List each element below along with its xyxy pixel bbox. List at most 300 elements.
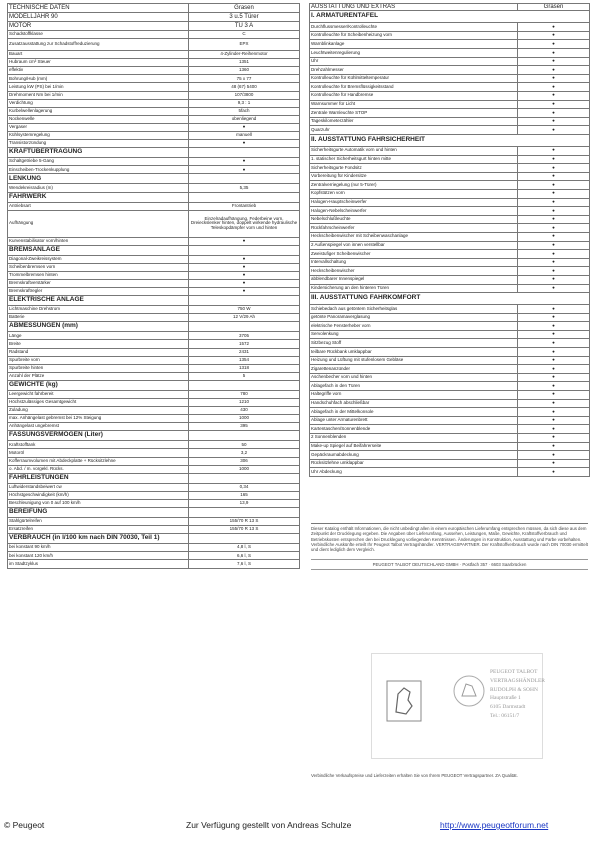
spec-label: Motoröl: [8, 449, 189, 457]
equipment-item-row: [310, 305, 590, 314]
spec-row: [8, 560, 300, 568]
spec-label: Leergewicht fahrbereit: [8, 390, 189, 398]
spec-label: bei konstant 90 km/h: [8, 544, 189, 552]
equipment-item-mark: ●: [518, 117, 590, 126]
spec-row: [8, 91, 300, 99]
spec-label: Luftwiderstandsbeiwert cw: [8, 483, 189, 491]
spec-label: GEWICHTE (kg): [8, 380, 189, 390]
spec-label: Schadstoffklasse: [8, 31, 189, 39]
spec-value: 12 V/29 Ah: [189, 314, 300, 322]
spec-row: [8, 407, 300, 415]
equipment-item-mark: ●: [518, 284, 590, 293]
spec-label: Wendekreisradius (m): [8, 184, 189, 192]
spec-label: BREMSANLAGE: [8, 245, 189, 255]
equipment-item-row: [310, 356, 590, 365]
equipment-item-mark: ●: [518, 147, 590, 156]
equipment-item-row: [310, 313, 590, 322]
equipment-item-mark: ●: [518, 339, 590, 348]
equipment-item-mark: ●: [518, 92, 590, 101]
equipment-item-label: Kontrolleuchte für Scheibenheizung vorn: [310, 31, 518, 40]
spec-row: [8, 202, 300, 210]
spec-row: [8, 306, 300, 314]
spec-label: Bauart: [8, 51, 189, 59]
equipment-item-row: [310, 126, 590, 135]
spec-label: Einscheiben-Trockenkupplung: [8, 166, 189, 174]
equipment-item-label: Rücksitzlehne umklappbar: [310, 459, 518, 468]
equipment-item-row: [310, 189, 590, 198]
stamp-line: VERTRAGSHÄNDLER: [490, 677, 545, 684]
section-header-row: [8, 431, 300, 441]
equipment-item-mark: ●: [518, 100, 590, 109]
spec-row: [8, 390, 300, 398]
equipment-item-label: Sicherheitsgurte Fondsitz: [310, 164, 518, 173]
equipment-item-row: [310, 391, 590, 400]
spec-value: ●: [189, 237, 300, 245]
forum-link[interactable]: http://www.peugeotforum.net: [440, 820, 549, 830]
spec-value: 1354: [189, 356, 300, 364]
equipment-item-row: [310, 155, 590, 164]
equipment-item-row: [310, 198, 590, 207]
equipment-item-mark: ●: [518, 451, 590, 460]
equipment-item-row: [310, 468, 590, 477]
spec-label: Anzahl der Plätze: [8, 372, 189, 380]
spec-label: Hubraum cm³ Steuer: [8, 59, 189, 67]
spec-label: Trommelbremsen hinten: [8, 271, 189, 279]
stamp-line: Tel.: 06151/7: [490, 712, 520, 719]
spec-label: Ersatzreifen: [8, 526, 189, 534]
spec-label: Batterie: [8, 314, 189, 322]
equipment-item-mark: ●: [518, 408, 590, 417]
equipment-item-row: [310, 74, 590, 83]
spec-value: 5: [189, 372, 300, 380]
equipment-item-label: Vorbereitung für Kindersitze: [310, 172, 518, 181]
equipment-item-row: [310, 181, 590, 190]
spec-label: Diagonal-Zweikreissystem: [8, 255, 189, 263]
spec-value: 750 W: [189, 306, 300, 314]
equipment-item-mark: ●: [518, 207, 590, 216]
spec-label: Bremskraftregler: [8, 288, 189, 296]
spec-row: [8, 99, 300, 107]
dealer-stamp-text: [490, 668, 545, 721]
spec-row: [8, 158, 300, 166]
equipment-item-row: [310, 339, 590, 348]
spec-label: Höchstzulässiges Gesamtgewicht: [8, 399, 189, 407]
equipment-item-mark: ●: [518, 258, 590, 267]
spec-value: ●: [189, 279, 300, 287]
technical-data-table: [7, 3, 300, 569]
equipment-item-label: Sicherheitsgurte Automatik vorn und hinten: [310, 147, 518, 156]
spec-value: 430: [189, 407, 300, 415]
spec-value: 1351: [189, 59, 300, 67]
spec-row: [8, 279, 300, 287]
equipment-item-row: [310, 49, 590, 58]
spec-label: Leistung kW (PS) bei 1/min: [8, 83, 189, 91]
spec-value: 1360: [189, 67, 300, 75]
spec-row: [8, 364, 300, 372]
equipment-section-row: [310, 11, 590, 23]
equipment-item-row: [310, 425, 590, 434]
equipment-item-label: 1. statischer Sicherheitsgurt hinten mitte: [310, 155, 518, 164]
spec-row: [8, 356, 300, 364]
spec-row: [8, 449, 300, 457]
spec-label: Nockenwelle: [8, 115, 189, 123]
equipment-item-label: Aschenbecher vorn und hinten: [310, 373, 518, 382]
spec-value: [189, 431, 300, 441]
spec-label: Zusatzausstattung zur Schadstoffreduzierung: [8, 39, 189, 51]
equipment-item-row: [310, 250, 590, 259]
spec-row: [8, 465, 300, 473]
spec-value: 9,3 : 1: [189, 99, 300, 107]
spec-value: 1000: [189, 415, 300, 423]
equipment-item-mark: ●: [518, 189, 590, 198]
spec-label: Kurvenstabilisator vorn/hinten: [8, 237, 189, 245]
equipment-item-mark: ●: [518, 126, 590, 135]
stamp-line: RUDOLPH & SOHN: [490, 686, 538, 693]
spec-value: 5,35: [189, 184, 300, 192]
stamp-line: 6105 Darmstadt: [490, 704, 526, 711]
spec-row: [8, 332, 300, 340]
spec-value: 3705: [189, 332, 300, 340]
spec-row: [8, 491, 300, 499]
equipment-item-row: [310, 267, 590, 276]
dealer-stamp-area: [371, 653, 543, 759]
equipment-item-row: [310, 284, 590, 293]
stamp-line: PEUGEOT TALBOT: [490, 669, 538, 675]
equipment-item-label: Zigarettenanzünder: [310, 365, 518, 374]
equipment-item-label: Heckscheibenwischer: [310, 267, 518, 276]
spec-value: Einzelradaufhängung, Federbeine vorn, Dreieckslenker hinten, doppelt wirkende hydraulische Teleskopdämpfer vorn und hinten: [189, 210, 300, 237]
equipment-item-mark: ●: [518, 322, 590, 331]
equipment-item-mark: ●: [518, 83, 590, 92]
spec-value: 2431: [189, 348, 300, 356]
equipment-item-label: Kindersicherung an den hinteren Türen: [310, 284, 518, 293]
equipment-item-row: [310, 109, 590, 118]
equipment-item-label: Rückfahrscheinwerfer: [310, 224, 518, 233]
equipment-item-label: Kontrolleuchte für Kühlmitteltemperatur: [310, 74, 518, 83]
stamp-line: Hauptstraße 1: [490, 695, 521, 702]
equipment-item-row: [310, 442, 590, 451]
equipment-item-label: getönte Panoramaverglasung: [310, 313, 518, 322]
equipment-item-label: Leuchtweitenregulierung: [310, 49, 518, 58]
spec-value: Grasen: [189, 4, 300, 13]
equipment-item-row: [310, 275, 590, 284]
equipment-item-mark: ●: [518, 109, 590, 118]
spec-value: [189, 380, 300, 390]
technical-data-table-container: [7, 3, 300, 569]
section-header-row: [8, 380, 300, 390]
equipment-item-mark: ●: [518, 74, 590, 83]
equipment-item-label: 2 Sonnenblenden: [310, 434, 518, 443]
spec-value: 4,8 l, S: [189, 544, 300, 552]
equipment-item-label: Nebelschlußleuchte: [310, 215, 518, 224]
spec-value: [189, 534, 300, 544]
spec-label: Lichtmaschine Drehstrom: [8, 306, 189, 314]
equipment-item-label: Halogen-Nebelscheinwerfer: [310, 207, 518, 216]
spec-row: [8, 67, 300, 75]
spec-row: [8, 499, 300, 507]
spec-value: 50: [189, 441, 300, 449]
seal-logo-stamp: [452, 674, 486, 708]
spec-label: FASSUNGSVERMÖGEN (Liter): [8, 431, 189, 441]
equipment-item-row: [310, 83, 590, 92]
equipment-item-mark: ●: [518, 164, 590, 173]
spec-label: Schaltgetriebe 5-Gang: [8, 158, 189, 166]
equipment-item-row: [310, 100, 590, 109]
spec-row: [8, 166, 300, 174]
spec-value: 7,6 l, S: [189, 560, 300, 568]
spec-value: 155/70 R 13 S: [189, 526, 300, 534]
spec-label: Zuladung: [8, 407, 189, 415]
spec-value: 75 x 77: [189, 75, 300, 83]
spec-value: 395: [189, 423, 300, 431]
spec-row: [8, 457, 300, 465]
spec-value: [189, 174, 300, 184]
spec-label: Breite: [8, 340, 189, 348]
spec-label: Spurbreite hinten: [8, 364, 189, 372]
equipment-item-mark: ●: [518, 399, 590, 408]
equipment-item-label: Warnblinkanlage: [310, 40, 518, 49]
equipment-section-row: [310, 135, 590, 147]
spec-row: [8, 263, 300, 271]
equipment-item-row: [310, 31, 590, 40]
equipment-section-row: [310, 293, 590, 305]
equipment-header-grade: Grasen: [518, 4, 590, 11]
equipment-item-row: [310, 164, 590, 173]
spec-row: [8, 83, 300, 91]
equipment-item-row: [310, 23, 590, 32]
section-header-row: [8, 296, 300, 306]
equipment-item-mark: ●: [518, 313, 590, 322]
credit-text: Zur Verfügung gestellt von Andreas Schulze: [186, 820, 352, 830]
spec-label: Beschleunigung von 0 auf 100 km/h: [8, 499, 189, 507]
equipment-item-label: Heizung und Lüftung mit stufenlosem Gebläse: [310, 356, 518, 365]
equipment-item-label: Halogen-Hauptscheinwerfer: [310, 198, 518, 207]
equipment-item-label: Gepäckraumabdeckung: [310, 451, 518, 460]
spec-row: [8, 75, 300, 83]
equipment-item-label: Quarzuhr: [310, 126, 518, 135]
spec-label: FAHRWERK: [8, 192, 189, 202]
spec-row: [8, 51, 300, 59]
spec-value: 5fach: [189, 107, 300, 115]
equipment-item-row: [310, 92, 590, 101]
section-header-row: [8, 322, 300, 332]
equipment-item-mark: ●: [518, 224, 590, 233]
spec-value: [189, 508, 300, 518]
equipment-section-title: III. AUSSTATTUNG FAHRKOMFORT: [310, 293, 590, 305]
spec-row: [8, 4, 300, 13]
equipment-item-row: [310, 451, 590, 460]
equipment-item-row: [310, 172, 590, 181]
spec-label: Länge: [8, 332, 189, 340]
spec-label: Scheibenbremsen vorn: [8, 263, 189, 271]
equipment-item-label: Sitzbezug Stoff: [310, 339, 518, 348]
equipment-item-row: [310, 399, 590, 408]
spec-value: [189, 192, 300, 202]
section-header-row: [8, 473, 300, 483]
section-header-row: [8, 245, 300, 255]
spec-value: 3 u.5 Türer: [189, 13, 300, 22]
spec-value: ●: [189, 271, 300, 279]
equipment-item-mark: ●: [518, 382, 590, 391]
spec-value: EPX: [189, 39, 300, 51]
equipment-item-row: [310, 207, 590, 216]
equipment-item-mark: ●: [518, 267, 590, 276]
equipment-item-row: [310, 348, 590, 357]
spec-label: Vergaser: [8, 123, 189, 131]
spec-value: 0,34: [189, 483, 300, 491]
spec-value: ●: [189, 263, 300, 271]
spec-value: obenliegend: [189, 115, 300, 123]
spec-label: bei konstant 120 km/h: [8, 552, 189, 560]
spec-value: C: [189, 31, 300, 39]
spec-label: Kofferraumvolumen mit Abdeckplatte + Rücksitzlehne: [8, 457, 189, 465]
equipment-item-row: [310, 40, 590, 49]
spec-label: TECHNISCHE DATEN: [8, 4, 189, 13]
equipment-item-row: [310, 224, 590, 233]
copyright-text: © Peugeot: [4, 820, 45, 830]
spec-value: 6,6 l, S: [189, 552, 300, 560]
spec-row: [8, 123, 300, 131]
spec-label: max. Anhängelast gebremst bei 12% Steigung: [8, 415, 189, 423]
equipment-item-mark: ●: [518, 40, 590, 49]
spec-row: [8, 340, 300, 348]
spec-row: [8, 13, 300, 22]
spec-value: ●: [189, 166, 300, 174]
spec-label: Drehmoment Nm bei 1/min: [8, 91, 189, 99]
equipment-header-row: [310, 4, 590, 11]
equipment-item-label: Schiebedach aus getöntem Sicherheitsglas: [310, 305, 518, 314]
equipment-item-mark: ●: [518, 198, 590, 207]
equipment-item-label: Servolenkung: [310, 330, 518, 339]
spec-row: [8, 210, 300, 237]
equipment-item-mark: ●: [518, 365, 590, 374]
spec-row: [8, 372, 300, 380]
equipment-item-mark: ●: [518, 468, 590, 477]
equipment-item-label: Kontrolleuchte für Handbremse: [310, 92, 518, 101]
equipment-item-row: [310, 57, 590, 66]
spec-row: [8, 184, 300, 192]
equipment-item-label: Zweistufiger Scheibenwischer: [310, 250, 518, 259]
equipment-table: [309, 3, 590, 477]
equipment-section-title: I. ARMATURENTAFEL: [310, 11, 590, 23]
spec-row: [8, 552, 300, 560]
spec-label: Spurbreite vorn: [8, 356, 189, 364]
equipment-item-label: Zentrale Warnleuchte STOP: [310, 109, 518, 118]
spec-value: 1572: [189, 340, 300, 348]
spec-label: ELEKTRISCHE ANLAGE: [8, 296, 189, 306]
equipment-item-label: Zentralverriegelung (nur 5-Türer): [310, 181, 518, 190]
spec-row: [8, 544, 300, 552]
spec-value: 1000: [189, 465, 300, 473]
spec-value: ●: [189, 288, 300, 296]
spec-value: ●: [189, 255, 300, 263]
equipment-item-label: Tageskilometerzähler: [310, 117, 518, 126]
equipment-item-mark: ●: [518, 442, 590, 451]
equipment-item-row: [310, 241, 590, 250]
equipment-item-label: Ablagefach in der Mittelkonsole: [310, 408, 518, 417]
spec-row: [8, 31, 300, 39]
spec-value: [189, 322, 300, 332]
spec-row: [8, 59, 300, 67]
equipment-item-mark: ●: [518, 241, 590, 250]
spec-label: FAHRLEISTUNGEN: [8, 473, 189, 483]
equipment-item-mark: ●: [518, 23, 590, 32]
spec-value: 48 (67) 5400: [189, 83, 300, 91]
equipment-item-label: Make-up Spiegel auf Beifahrerseite: [310, 442, 518, 451]
spec-row: [8, 255, 300, 263]
spec-label: Bohrung/Hub (mm): [8, 75, 189, 83]
spec-row: [8, 288, 300, 296]
equipment-item-mark: ●: [518, 373, 590, 382]
spec-label: Transistorzündung: [8, 140, 189, 148]
equipment-item-mark: ●: [518, 416, 590, 425]
spec-label: MOTOR: [8, 22, 189, 31]
equipment-item-mark: ●: [518, 356, 590, 365]
spec-label: Verdichtung: [8, 99, 189, 107]
section-header-row: [8, 192, 300, 202]
section-header-row: [8, 508, 300, 518]
equipment-item-row: [310, 373, 590, 382]
spec-value: 1318: [189, 364, 300, 372]
spec-label: Kraftstofftank: [8, 441, 189, 449]
spec-row: [8, 314, 300, 322]
equipment-item-mark: ●: [518, 66, 590, 75]
equipment-item-mark: ●: [518, 49, 590, 58]
equipment-item-mark: ●: [518, 250, 590, 259]
equipment-item-mark: ●: [518, 172, 590, 181]
equipment-item-row: [310, 215, 590, 224]
spec-row: [8, 423, 300, 431]
equipment-item-mark: ●: [518, 305, 590, 314]
equipment-item-label: Kontrolleuchte für Bremsflüssigkeitsstand: [310, 83, 518, 92]
equipment-item-label: teilbare Rückbank umklappbar: [310, 348, 518, 357]
spec-value: 155/70 R 13 S: [189, 518, 300, 526]
spec-value: 3,2: [189, 449, 300, 457]
equipment-item-mark: ●: [518, 391, 590, 400]
spec-value: [189, 473, 300, 483]
equipment-item-row: [310, 232, 590, 241]
equipment-item-label: Kartentaschen/Sonnenblende: [310, 425, 518, 434]
spec-label: o. Abd. / m. vorgekl. Rücks.: [8, 465, 189, 473]
equipment-item-label: Ablage unter Armaturenbrett: [310, 416, 518, 425]
equipment-item-label: Drehzahlmesser: [310, 66, 518, 75]
spec-label: Anhängelast ungebremst: [8, 423, 189, 431]
spec-row: [8, 107, 300, 115]
equipment-item-mark: ●: [518, 330, 590, 339]
spec-value: 13,9: [189, 499, 300, 507]
equipment-item-mark: ●: [518, 215, 590, 224]
equipment-item-mark: ●: [518, 181, 590, 190]
equipment-item-row: [310, 117, 590, 126]
spec-value: [189, 148, 300, 158]
spec-value: Frontantrieb: [189, 202, 300, 210]
spec-label: Aufhängung: [8, 210, 189, 237]
equipment-item-mark: ●: [518, 459, 590, 468]
spec-row: [8, 132, 300, 140]
spec-value: manuell: [189, 132, 300, 140]
equipment-item-mark: ●: [518, 232, 590, 241]
spec-row: [8, 22, 300, 31]
spec-label: Höchstgeschwindigkeit (km/h): [8, 491, 189, 499]
spec-value: ●: [189, 123, 300, 131]
section-header-row: [8, 174, 300, 184]
spec-value: 1210: [189, 399, 300, 407]
equipment-item-label: Ablagefach in den Türen: [310, 382, 518, 391]
equipment-item-label: Warnsummer für Licht: [310, 100, 518, 109]
equipment-item-mark: ●: [518, 425, 590, 434]
equipment-item-label: Uhr Abdeckung: [310, 468, 518, 477]
spec-label: effektiv: [8, 67, 189, 75]
